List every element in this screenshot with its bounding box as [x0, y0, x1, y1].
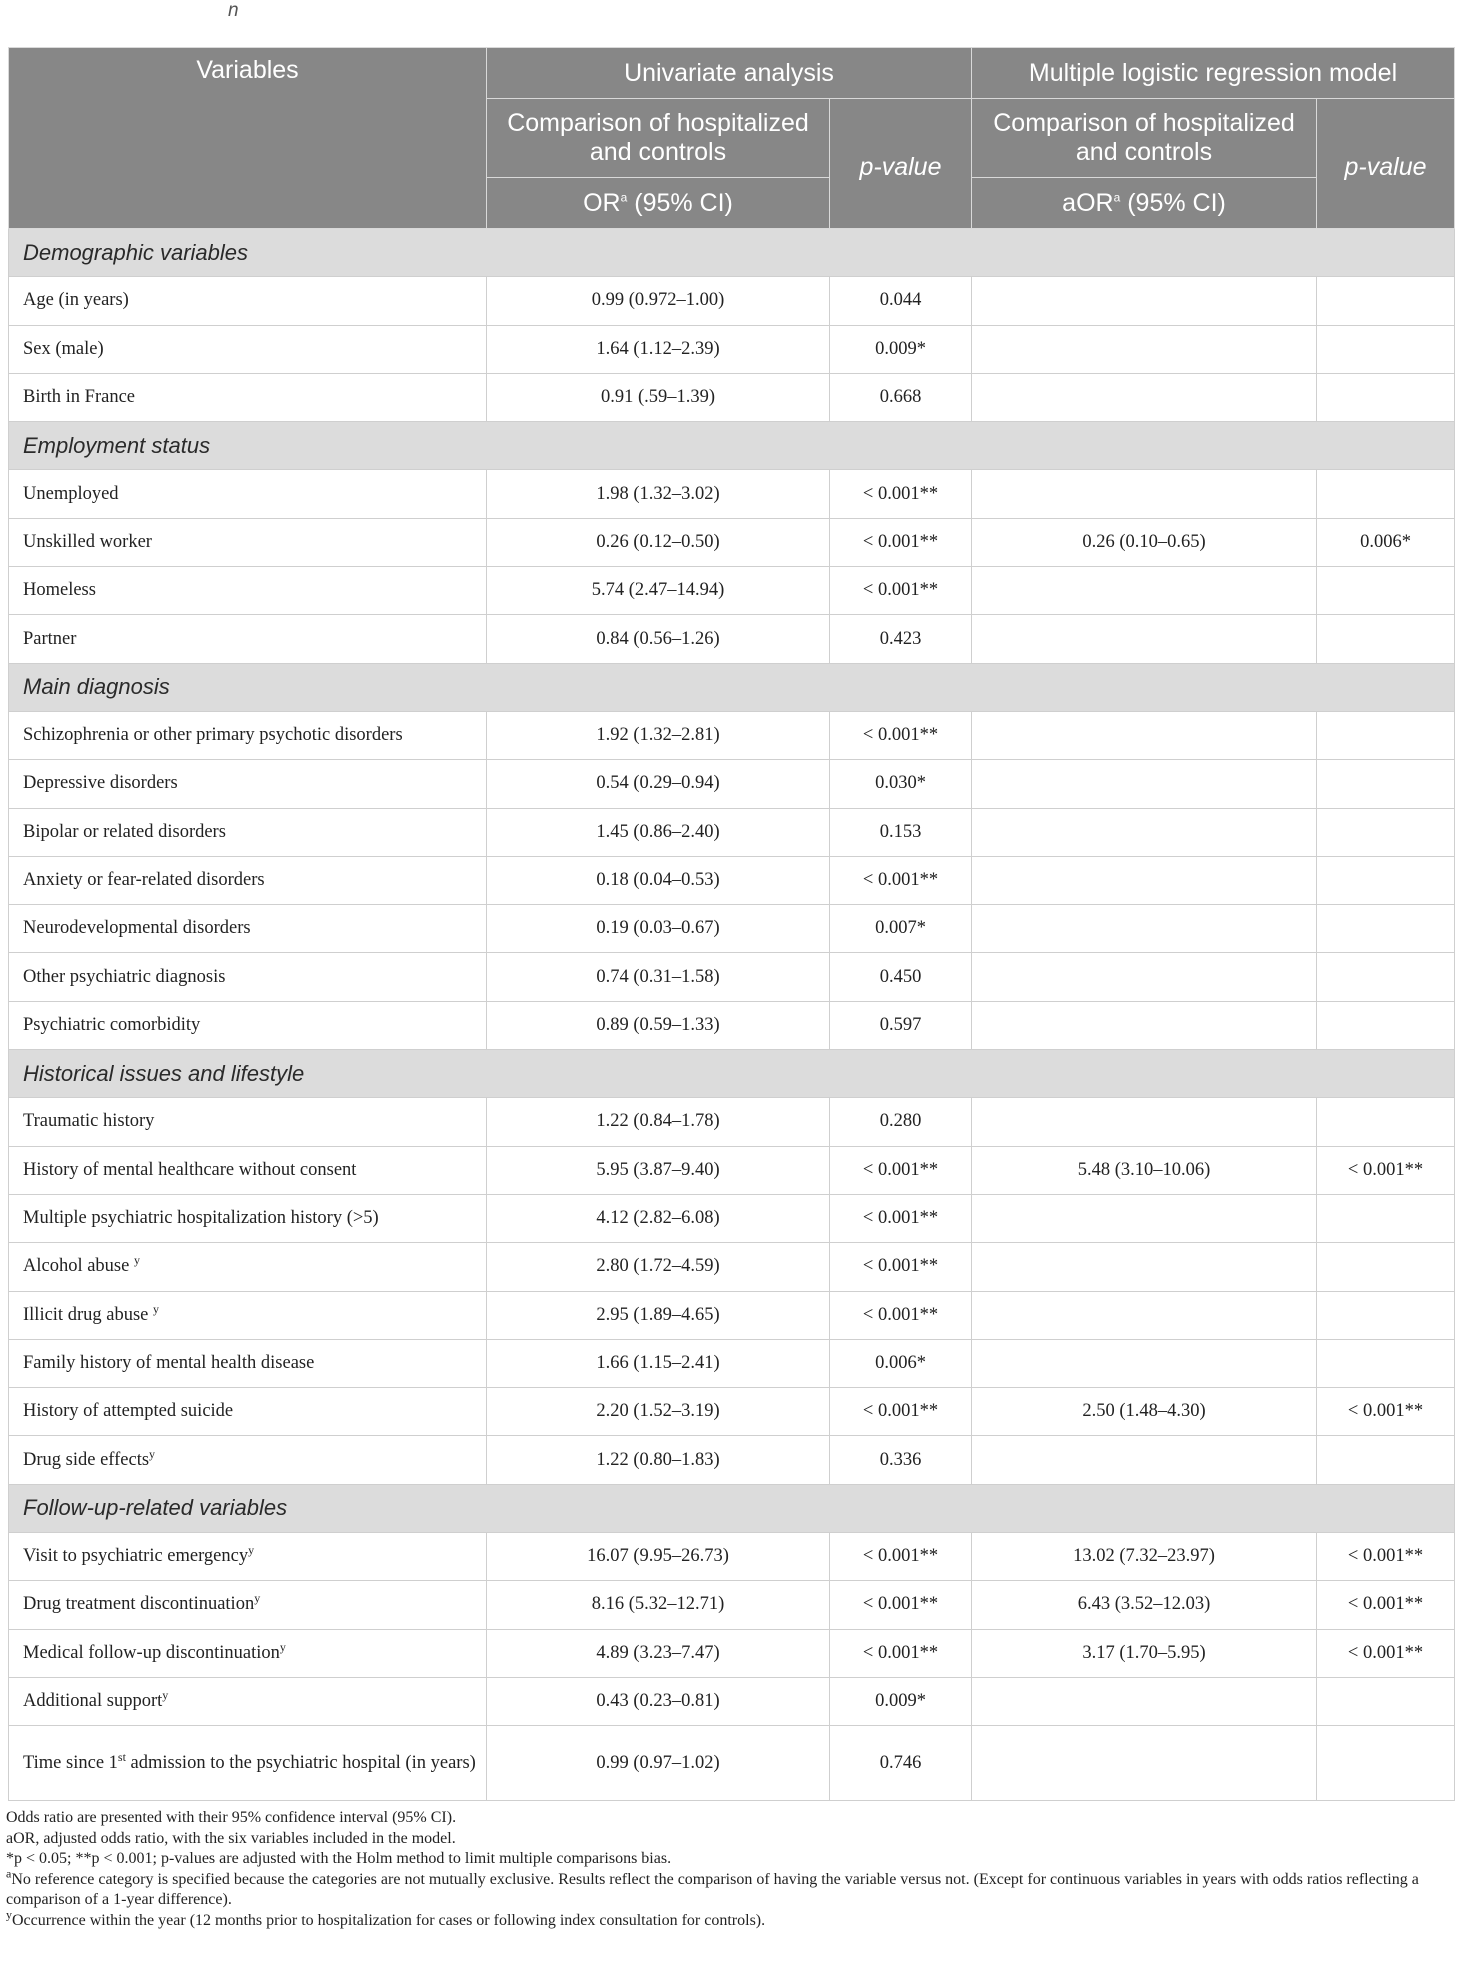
multiple-p-cell	[1317, 470, 1455, 518]
table-body	[9, 229, 1455, 1801]
results-table	[8, 47, 1455, 1801]
variable-cell	[9, 615, 487, 663]
or-ci-cell: 5.95 (3.87–9.40)	[487, 1146, 830, 1194]
multiple-p-cell	[1317, 325, 1455, 373]
variable-label: Traumatic history	[23, 1111, 155, 1132]
footnote-significance: *p < 0.05; **p < 0.001; p-values are adjusted with the Holm method to limit multiple comparisons bias.	[6, 1850, 672, 1867]
aor-ci-cell	[972, 567, 1317, 615]
or-ci-cell: 0.84 (0.56–1.26)	[487, 615, 830, 663]
or-ci-cell: 1.64 (1.12–2.39)	[487, 325, 830, 373]
multiple-p-cell	[1317, 1677, 1455, 1725]
aor-ci-header	[972, 178, 1317, 229]
univariate-p-cell: 0.006*	[830, 1339, 972, 1387]
aor-ci-cell: 13.02 (7.32–23.97)	[972, 1533, 1317, 1581]
variable-cell	[9, 953, 487, 1001]
aor-ci-cell	[972, 277, 1317, 325]
table-row	[9, 518, 1455, 566]
multiple-p-cell	[1317, 953, 1455, 1001]
or-ci-cell: 2.80 (1.72–4.59)	[487, 1243, 830, 1291]
table-row	[9, 1581, 1455, 1629]
aor-ci-cell: 2.50 (1.48–4.30)	[972, 1388, 1317, 1436]
table-row	[9, 1677, 1455, 1725]
or-ci-cell: 4.12 (2.82–6.08)	[487, 1194, 830, 1242]
table-row	[9, 615, 1455, 663]
variable-cell	[9, 905, 487, 953]
section-header-row	[9, 229, 1455, 277]
univariate-p-cell: 0.044	[830, 277, 972, 325]
table-row	[9, 1194, 1455, 1242]
multiple-p-cell	[1317, 615, 1455, 663]
aor-ci-label: (95% CI)	[1120, 188, 1226, 217]
multiple-p-value-header: p-value	[1317, 99, 1455, 229]
or-ci-cell: 1.22 (0.84–1.78)	[487, 1098, 830, 1146]
or-ci-cell: 0.26 (0.12–0.50)	[487, 518, 830, 566]
variable-cell	[9, 1629, 487, 1677]
variable-cell	[9, 1339, 487, 1387]
aor-footnote-mark: a	[1113, 190, 1121, 205]
univariate-p-cell: < 0.001**	[830, 1629, 972, 1677]
or-ci-cell: 1.66 (1.15–2.41)	[487, 1339, 830, 1387]
multiple-p-cell: < 0.001**	[1317, 1533, 1455, 1581]
variable-cell	[9, 1677, 487, 1725]
table-row	[9, 277, 1455, 325]
table-row	[9, 953, 1455, 1001]
variable-label: Age (in years)	[23, 290, 129, 311]
or-ci-cell: 0.74 (0.31–1.58)	[487, 953, 830, 1001]
or-ci-cell: 8.16 (5.32–12.71)	[487, 1581, 830, 1629]
footnote-reference-text: No reference category is specified because the categories are not mutually exclusive. Results reflect the comparison of having the variable versus not. (Except for continuous variables in years with odds ratios reflecting a comparison of a 1-year difference).	[6, 1870, 1419, 1908]
variable-cell	[9, 470, 487, 518]
multiple-p-cell	[1317, 373, 1455, 421]
variable-cell	[9, 1001, 487, 1049]
variable-footnote-mark: y	[133, 1253, 140, 1268]
table-footnotes	[6, 1808, 1456, 1931]
footnote-reference-category	[6, 1866, 1456, 1911]
variable-cell	[9, 1194, 487, 1242]
table-row	[9, 1533, 1455, 1581]
table-row	[9, 1726, 1455, 1801]
multiple-comparison-header: Comparison of hospitalized and controls	[972, 99, 1317, 178]
section-title: Employment status	[9, 422, 1455, 470]
or-ci-cell: 1.22 (0.80–1.83)	[487, 1436, 830, 1484]
multiple-p-cell	[1317, 1291, 1455, 1339]
variable-footnote-mark: y	[152, 1301, 159, 1316]
multiple-header: Multiple logistic regression model	[972, 48, 1455, 99]
univariate-p-cell: < 0.001**	[830, 711, 972, 759]
multiple-p-cell	[1317, 1194, 1455, 1242]
multiple-p-cell: 0.006*	[1317, 518, 1455, 566]
table-row	[9, 1291, 1455, 1339]
variable-label: Neurodevelopmental disorders	[23, 918, 251, 939]
univariate-p-cell: < 0.001**	[830, 1533, 972, 1581]
univariate-p-cell: < 0.001**	[830, 518, 972, 566]
variable-cell	[9, 760, 487, 808]
table-row	[9, 1001, 1455, 1049]
footnote-occurrence-text: Occurrence within the year (12 months prior to hospitalization for cases or following index consultation for controls).	[12, 1911, 766, 1929]
univariate-p-cell: < 0.001**	[830, 1146, 972, 1194]
footnote-mark-a: a	[6, 1866, 12, 1881]
univariate-p-cell: 0.009*	[830, 325, 972, 373]
aor-ci-cell	[972, 325, 1317, 373]
footnote-aor: aOR, adjusted odds ratio, with the six variables included in the model.	[6, 1829, 456, 1847]
variable-cell	[9, 1243, 487, 1291]
variable-cell	[9, 856, 487, 904]
table-row	[9, 711, 1455, 759]
table-row	[9, 905, 1455, 953]
or-ci-cell: 0.99 (0.972–1.00)	[487, 277, 830, 325]
table-row	[9, 760, 1455, 808]
variables-header: Variables	[9, 48, 487, 229]
univariate-p-cell: 0.280	[830, 1098, 972, 1146]
variable-cell	[9, 1726, 487, 1801]
multiple-p-cell	[1317, 856, 1455, 904]
variable-cell	[9, 373, 487, 421]
variable-cell	[9, 1098, 487, 1146]
variable-cell	[9, 1581, 487, 1629]
multiple-p-cell	[1317, 1098, 1455, 1146]
univariate-p-cell: 0.030*	[830, 760, 972, 808]
section-header-row	[9, 663, 1455, 711]
multiple-p-cell	[1317, 1243, 1455, 1291]
variable-label-ordinal-sup: st	[117, 1749, 126, 1764]
univariate-p-cell: 0.597	[830, 1001, 972, 1049]
or-ci-cell: 1.98 (1.32–3.02)	[487, 470, 830, 518]
table-row	[9, 1436, 1455, 1484]
or-ci-cell: 0.54 (0.29–0.94)	[487, 760, 830, 808]
variable-label: Other psychiatric diagnosis	[23, 966, 226, 987]
univariate-p-cell: < 0.001**	[830, 1243, 972, 1291]
or-ci-cell: 5.74 (2.47–14.94)	[487, 567, 830, 615]
aor-ci-cell	[972, 1677, 1317, 1725]
aor-ci-cell: 0.26 (0.10–0.65)	[972, 518, 1317, 566]
variable-label: Drug treatment discontinuation	[23, 1594, 255, 1615]
variable-label: Alcohol abuse	[23, 1256, 134, 1277]
section-header-row	[9, 422, 1455, 470]
or-ci-cell: 0.43 (0.23–0.81)	[487, 1677, 830, 1725]
multiple-p-cell: < 0.001**	[1317, 1629, 1455, 1677]
variable-label: Birth in France	[23, 387, 136, 408]
variable-cell	[9, 711, 487, 759]
variable-label: Illicit drug abuse	[23, 1304, 153, 1325]
multiple-p-cell	[1317, 277, 1455, 325]
univariate-p-cell: < 0.001**	[830, 1581, 972, 1629]
aor-ci-cell: 3.17 (1.70–5.95)	[972, 1629, 1317, 1677]
multiple-p-cell	[1317, 905, 1455, 953]
variable-footnote-mark: y	[149, 1446, 156, 1461]
section-title: Demographic variables	[9, 229, 1455, 277]
univariate-p-value-header: p-value	[830, 99, 972, 229]
table-row	[9, 567, 1455, 615]
or-ci-cell: 16.07 (9.95–26.73)	[487, 1533, 830, 1581]
or-ci-cell: 0.18 (0.04–0.53)	[487, 856, 830, 904]
variable-footnote-mark: y	[254, 1591, 261, 1606]
multiple-p-cell	[1317, 1339, 1455, 1387]
aor-ci-cell	[972, 470, 1317, 518]
variable-label: Schizophrenia or other primary psychotic disorders	[23, 725, 403, 746]
footnote-mark-y: y	[6, 1907, 12, 1922]
aor-ci-cell	[972, 615, 1317, 663]
univariate-p-cell: < 0.001**	[830, 1194, 972, 1242]
section-title: Main diagnosis	[9, 663, 1455, 711]
variable-footnote-mark: y	[248, 1543, 255, 1557]
variable-label: Unskilled worker	[23, 531, 152, 552]
or-ci-header	[487, 178, 830, 229]
variable-cell	[9, 1388, 487, 1436]
univariate-p-cell: < 0.001**	[830, 470, 972, 518]
or-ci-cell: 0.19 (0.03–0.67)	[487, 905, 830, 953]
variable-cell	[9, 1291, 487, 1339]
or-footnote-mark: a	[620, 190, 628, 205]
variable-label: Visit to psychiatric emergency	[23, 1546, 249, 1567]
aor-ci-cell	[972, 808, 1317, 856]
variable-label: Sex (male)	[23, 338, 104, 359]
section-title: Historical issues and lifestyle	[9, 1050, 1455, 1098]
multiple-p-cell	[1317, 1726, 1455, 1801]
section-header-row	[9, 1484, 1455, 1532]
or-ci-cell: 2.95 (1.89–4.65)	[487, 1291, 830, 1339]
multiple-p-cell	[1317, 808, 1455, 856]
variable-label: Unemployed	[23, 483, 119, 504]
univariate-p-cell: < 0.001**	[830, 1291, 972, 1339]
footnote-ci: Odds ratio are presented with their 95% confidence interval (95% CI).	[6, 1809, 457, 1826]
variable-label: Partner	[23, 628, 77, 649]
aor-ci-cell	[972, 1726, 1317, 1801]
aor-ci-cell	[972, 711, 1317, 759]
variable-label: Drug side effects	[23, 1449, 150, 1470]
variable-label: Homeless	[23, 580, 96, 601]
univariate-p-cell: 0.153	[830, 808, 972, 856]
variable-cell	[9, 1146, 487, 1194]
aor-ci-cell	[972, 856, 1317, 904]
variable-label: Psychiatric comorbidity	[23, 1014, 201, 1035]
or-ci-cell: 0.99 (0.97–1.02)	[487, 1726, 830, 1801]
table-row	[9, 808, 1455, 856]
variable-label: History of attempted suicide	[23, 1401, 234, 1422]
variable-footnote-mark: y	[162, 1687, 169, 1702]
univariate-p-cell: 0.423	[830, 615, 972, 663]
multiple-p-cell: < 0.001**	[1317, 1146, 1455, 1194]
univariate-p-cell: 0.450	[830, 953, 972, 1001]
variable-cell	[9, 567, 487, 615]
footnote-occurrence	[6, 1907, 1456, 1932]
variable-label: Bipolar or related disorders	[23, 821, 226, 842]
table-row	[9, 1146, 1455, 1194]
variable-label-pre: Time since 1	[23, 1752, 118, 1773]
section-header-row	[9, 1050, 1455, 1098]
variable-label: Depressive disorders	[23, 773, 178, 794]
variable-cell	[9, 1533, 487, 1581]
or-ci-cell: 4.89 (3.23–7.47)	[487, 1629, 830, 1677]
variable-label: Medical follow-up discontinuation	[23, 1642, 280, 1663]
variable-label: History of mental healthcare without consent	[23, 1159, 357, 1180]
multiple-p-cell	[1317, 760, 1455, 808]
or-ci-cell: 1.92 (1.32–2.81)	[487, 711, 830, 759]
table-row	[9, 1243, 1455, 1291]
aor-ci-cell	[972, 1339, 1317, 1387]
table-header	[9, 48, 1455, 229]
variable-cell	[9, 325, 487, 373]
or-label: OR	[583, 188, 621, 217]
univariate-comparison-header: Comparison of hospitalized and controls	[487, 99, 830, 178]
aor-ci-cell: 5.48 (3.10–10.06)	[972, 1146, 1317, 1194]
univariate-p-cell: 0.007*	[830, 905, 972, 953]
variable-label: Family history of mental health disease	[23, 1352, 315, 1373]
variable-cell	[9, 1436, 487, 1484]
multiple-p-cell	[1317, 567, 1455, 615]
aor-ci-cell	[972, 1001, 1317, 1049]
table-row	[9, 325, 1455, 373]
multiple-p-cell	[1317, 1001, 1455, 1049]
multiple-p-cell: < 0.001**	[1317, 1388, 1455, 1436]
table-row	[9, 373, 1455, 421]
univariate-p-cell: < 0.001**	[830, 567, 972, 615]
aor-ci-cell	[972, 905, 1317, 953]
table-row	[9, 856, 1455, 904]
aor-ci-cell	[972, 953, 1317, 1001]
multiple-p-cell	[1317, 711, 1455, 759]
table-row	[9, 1098, 1455, 1146]
variable-label: Multiple psychiatric hospitalization history (>5)	[23, 1208, 379, 1229]
or-ci-cell: 0.91 (.59–1.39)	[487, 373, 830, 421]
variable-cell	[9, 808, 487, 856]
table-row	[9, 1629, 1455, 1677]
table-row	[9, 470, 1455, 518]
aor-ci-cell: 6.43 (3.52–12.03)	[972, 1581, 1317, 1629]
multiple-p-cell	[1317, 1436, 1455, 1484]
table-corner-mark: n	[228, 0, 239, 21]
variable-label: Additional support	[23, 1691, 163, 1712]
multiple-p-cell: < 0.001**	[1317, 1581, 1455, 1629]
aor-ci-cell	[972, 1291, 1317, 1339]
univariate-p-cell: 0.009*	[830, 1677, 972, 1725]
or-ci-cell: 1.45 (0.86–2.40)	[487, 808, 830, 856]
aor-ci-cell	[972, 1436, 1317, 1484]
or-ci-cell: 0.89 (0.59–1.33)	[487, 1001, 830, 1049]
aor-ci-cell	[972, 1098, 1317, 1146]
variable-label-post: admission to the psychiatric hospital (in years)	[125, 1752, 476, 1773]
or-ci-label: (95% CI)	[627, 188, 733, 217]
variable-footnote-mark: y	[279, 1639, 286, 1654]
aor-ci-cell	[972, 1243, 1317, 1291]
univariate-p-cell: < 0.001**	[830, 856, 972, 904]
univariate-header: Univariate analysis	[487, 48, 972, 99]
variable-cell	[9, 518, 487, 566]
aor-ci-cell	[972, 1194, 1317, 1242]
section-title: Follow-up-related variables	[9, 1484, 1455, 1532]
table-row	[9, 1339, 1455, 1387]
table-row	[9, 1388, 1455, 1436]
aor-ci-cell	[972, 373, 1317, 421]
or-ci-cell: 2.20 (1.52–3.19)	[487, 1388, 830, 1436]
variable-label: Anxiety or fear-related disorders	[23, 870, 265, 890]
aor-ci-cell	[972, 760, 1317, 808]
univariate-p-cell: 0.746	[830, 1726, 972, 1801]
univariate-p-cell: 0.336	[830, 1436, 972, 1484]
variable-cell	[9, 277, 487, 325]
univariate-p-cell: < 0.001**	[830, 1388, 972, 1436]
univariate-p-cell: 0.668	[830, 373, 972, 421]
aor-label: aOR	[1062, 188, 1114, 217]
